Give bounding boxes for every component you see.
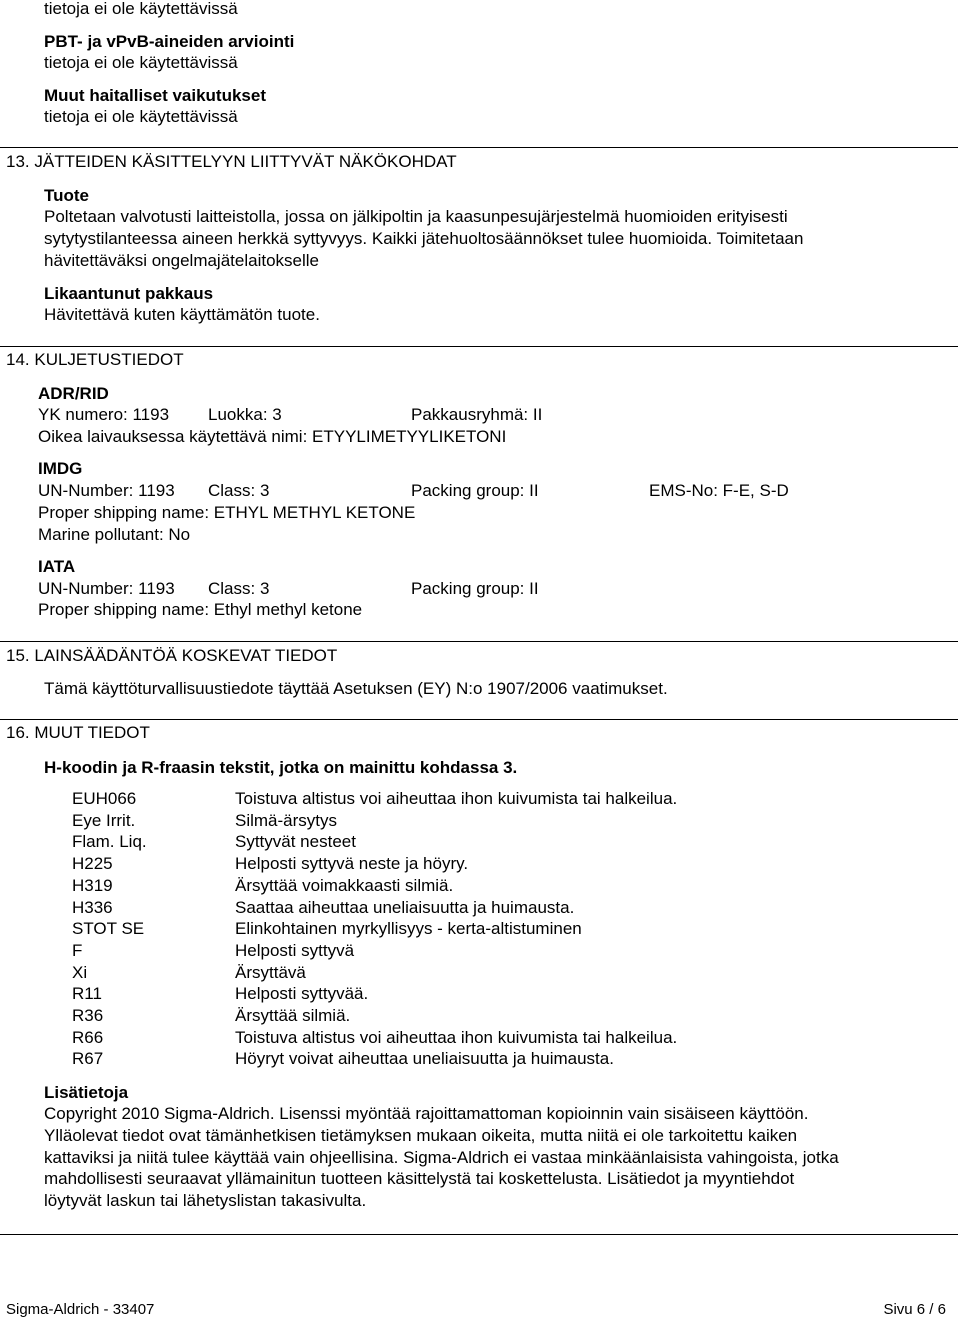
product-text-line: hävitettäväksi ongelmajätelaitokselle bbox=[44, 251, 319, 270]
section-15-heading: 15. LAINSÄÄDÄNTÖÄ KOSKEVAT TIEDOT bbox=[6, 646, 338, 665]
phrase-code: R36 bbox=[72, 1006, 104, 1025]
adr-un-number: YK numero: 1193 bbox=[38, 405, 170, 424]
phrase-text: Toistuva altistus voi aiheuttaa ihon kuivumista tai halkeilua. bbox=[235, 789, 678, 808]
adr-shipping-name: Oikea laivauksessa käytettävä nimi: ETYYLIMETYYLIKETONI bbox=[38, 427, 507, 446]
imdg-un-number: UN-Number: 1193 bbox=[38, 481, 175, 500]
section-divider bbox=[0, 147, 958, 148]
phrase-text: Ärsyttää voimakkaasti silmiä. bbox=[235, 876, 454, 895]
imdg-packing-group: Packing group: II bbox=[411, 481, 539, 500]
phrase-text: Ärsyttävä bbox=[235, 963, 306, 982]
iata-un-number: UN-Number: 1193 bbox=[38, 579, 175, 598]
phrase-code: H319 bbox=[72, 876, 113, 895]
more-info-line: Copyright 2010 Sigma-Aldrich. Lisenssi myöntää rajoittamattoman kopioinnin vain sisäiseen käyttöön. bbox=[44, 1104, 809, 1123]
imdg-ems-number: EMS-No: F-E, S-D bbox=[649, 481, 789, 500]
phrase-text: Helposti syttyvä bbox=[235, 941, 355, 960]
phrase-code: R11 bbox=[72, 984, 102, 1003]
iata-packing-group: Packing group: II bbox=[411, 579, 539, 598]
phrase-text: Ärsyttää silmiä. bbox=[235, 1006, 351, 1025]
pbt-value: tietoja ei ole käytettävissä bbox=[44, 53, 238, 72]
phrase-code: Flam. Liq. bbox=[72, 832, 147, 851]
hphrases-heading: H-koodin ja R-fraasin tekstit, jotka on mainittu kohdassa 3. bbox=[44, 758, 518, 777]
phrase-text: Toistuva altistus voi aiheuttaa ihon kuivumista tai halkeilua. bbox=[235, 1028, 678, 1047]
phrase-code: F bbox=[72, 941, 83, 960]
phrase-text: Elinkohtainen myrkyllisyys - kerta-altistuminen bbox=[235, 919, 582, 938]
section-13-heading: 13. JÄTTEIDEN KÄSITTELYYN LIITTYVÄT NÄKÖKOHDAT bbox=[6, 152, 457, 171]
footer-page-number: Sivu 6 / 6 bbox=[883, 1301, 946, 1318]
phrase-text: Helposti syttyvä neste ja höyry. bbox=[235, 854, 469, 873]
phrase-code: H336 bbox=[72, 898, 113, 917]
imdg-marine-pollutant: Marine pollutant: No bbox=[38, 525, 191, 544]
iata-class: Class: 3 bbox=[208, 579, 270, 598]
other-effects-heading: Muut haitalliset vaikutukset bbox=[44, 86, 266, 105]
product-text-line: sytytystilanteessa aineen herkkä syttyvyys. Kaikki jätehuoltosäännökset tulee huomioida. Toimitetaan bbox=[44, 229, 804, 248]
other-effects-value: tietoja ei ole käytettävissä bbox=[44, 107, 238, 126]
phrase-code: R67 bbox=[72, 1049, 104, 1068]
phrase-code: Xi bbox=[72, 963, 88, 982]
regulation-text: Tämä käyttöturvallisuustiedote täyttää Asetuksen (EY) N:o 1907/2006 vaatimukset. bbox=[44, 679, 668, 698]
section-14-heading: 14. KULJETUSTIEDOT bbox=[6, 350, 184, 369]
info-unavailable-text: tietoja ei ole käytettävissä bbox=[44, 0, 238, 18]
more-info-heading: Lisätietoja bbox=[44, 1083, 129, 1102]
phrase-text: Höyryt voivat aiheuttaa uneliaisuutta ja huimausta. bbox=[235, 1049, 614, 1068]
more-info-line: löytyvät laskun tai lähetyslistan takasivulta. bbox=[44, 1191, 367, 1210]
phrase-code: STOT SE bbox=[72, 919, 145, 938]
iata-heading: IATA bbox=[38, 557, 76, 576]
more-info-line: mahdollisesti seuraavat yllämainitun tuotteen käsittelystä tai koskettelusta. Lisätiedot ja myyntiehdot bbox=[44, 1169, 795, 1188]
product-heading: Tuote bbox=[44, 186, 90, 205]
phrase-code: H225 bbox=[72, 854, 113, 873]
phrase-code: R66 bbox=[72, 1028, 104, 1047]
adr-packing-group: Pakkausryhmä: II bbox=[411, 405, 543, 424]
section-16-heading: 16. MUUT TIEDOT bbox=[6, 723, 150, 742]
section-divider bbox=[0, 346, 958, 347]
phrase-text: Silmä-ärsytys bbox=[235, 811, 338, 830]
footer-company: Sigma-Aldrich - 33407 bbox=[6, 1301, 155, 1318]
phrase-text: Syttyvät nesteet bbox=[235, 832, 356, 851]
adr-class: Luokka: 3 bbox=[208, 405, 282, 424]
phrase-text: Saattaa aiheuttaa uneliaisuutta ja huimausta. bbox=[235, 898, 575, 917]
section-divider bbox=[0, 719, 958, 720]
product-text-line: Poltetaan valvotusti laitteistolla, jossa on jälkipoltin ja kaasunpesujärjestelmä huomioiden erityisesti bbox=[44, 207, 788, 226]
iata-shipping-name: Proper shipping name: Ethyl methyl ketone bbox=[38, 600, 363, 619]
imdg-heading: IMDG bbox=[38, 459, 83, 478]
section-divider bbox=[0, 641, 958, 642]
imdg-shipping-name: Proper shipping name: ETHYL METHYL KETONE bbox=[38, 503, 416, 522]
phrase-code: Eye Irrit. bbox=[72, 811, 136, 830]
pbt-heading: PBT- ja vPvB-aineiden arviointi bbox=[44, 32, 295, 51]
packaging-text: Hävitettävä kuten käyttämätön tuote. bbox=[44, 305, 320, 324]
adr-heading: ADR/RID bbox=[38, 384, 109, 403]
phrase-code: EUH066 bbox=[72, 789, 137, 808]
phrase-text: Helposti syttyvää. bbox=[235, 984, 369, 1003]
more-info-line: Ylläolevat tiedot ovat tämänhetkisen tietämyksen mukaan oikeita, mutta niitä ei ole tarkoitettu kaiken bbox=[44, 1126, 798, 1145]
more-info-line: kattaviksi ja niitä tulee käyttää vain ohjeellisina. Sigma-Aldrich ei vastaa minkäänlaisista vahingoista, jotka bbox=[44, 1148, 839, 1167]
footer-divider bbox=[0, 1234, 958, 1235]
packaging-heading: Likaantunut pakkaus bbox=[44, 284, 214, 303]
imdg-class: Class: 3 bbox=[208, 481, 270, 500]
